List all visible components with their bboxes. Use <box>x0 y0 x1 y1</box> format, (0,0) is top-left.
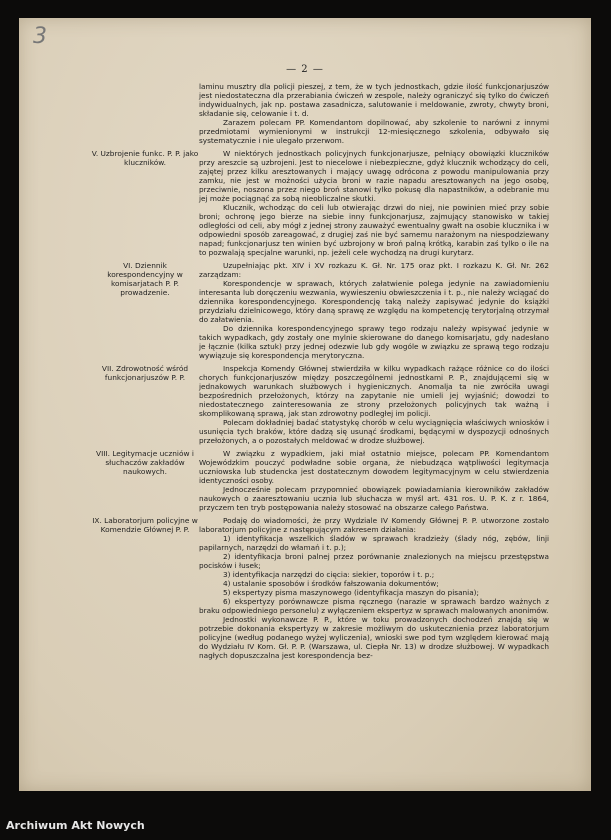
list-item: 5) ekspertyzy pisma maszynowego (identyfikacja maszyn do pisania); <box>223 588 479 597</box>
paragraph: Jednostki wykonawcze P. P., które w toku prowadzonych dochodzeń znajdą się w potrzebie dokonania ekspertyzy w zakresie możliwym do uskutecznienia przez laboratorjum policyjne (według podanego wyżej wyliczenia), wnioski swe pod tym względem kierować mają do Wydziału IV Kom. Gł. P. P. (Warszawa, ul. Ciepła Nr. 13) w drodze służbowej. W wypadkach nagłych dopuszczalna jest korespondencja bez- <box>199 615 549 660</box>
margin-heading: VII. Zdrowotność wśród funkcjonarjuszów P. P. <box>101 364 189 382</box>
paragraph: Inspekcja Komendy Głównej stwierdziła w kilku wypadkach rażące różnice co do ilości chorych funkcjonarjuszów między poszczególnemi jednostkami P. P., znajdującemi się w jednakowych warunkach służbowych i hygienicznych. Anomalja ta nie zwróciła uwagi bezpośrednich przełożonych, którzy na zapytanie nie umieli jej wyjaśnić; dowodzi to niedostatecznego zainteresowania ze strony przełożonych policyjnych tak ważną i skomplikowaną sprawą, jak stan zdrowotny podległej im policji. <box>199 364 549 418</box>
section-vi <box>19 261 591 360</box>
page-number: — 2 — <box>286 64 324 75</box>
list-item: 6) ekspertyzy porównawcze pisma ręcznego (narazie w sprawach bardzo ważnych z braku odpowiedniego personelu) z wyłączeniem ekspertyz w sprawach malowanych anonimów. <box>199 597 549 615</box>
section-intro <box>19 82 591 145</box>
paragraph: Polecam dokładniej badać statystykę chorób w celu wyciągnięcia właściwych wniosków i usunięcia tych braków, które dadzą się usunąć środkami, będącymi w dyspozycji odnośnych przełożonych, a o pozostałych meldować w drodze służbowej. <box>199 418 549 445</box>
section-body <box>199 261 549 360</box>
section-v <box>19 149 591 257</box>
section-body <box>199 516 549 660</box>
list-item: 2) identyfikacja broni palnej przez porównanie znalezionych na miejscu przestępstwa pocisków i łusek; <box>199 552 549 570</box>
section-vii <box>19 364 591 445</box>
paragraph: W związku z wypadkiem, jaki miał ostatnio miejsce, polecam PP. Komendantom Wojewódzkim pouczyć podwładne sobie organa, że niebudząca wątpliwości legitymacja uczniowska lub studencka jest dostatecznym dowodem legitymacyjnym w celu stwierdzenia identyczności osoby. <box>199 449 549 485</box>
list-item: 3) identyfikacja narzędzi do cięcia: siekier, toporów i t. p.; <box>223 570 435 579</box>
paragraph: Uzupełniając pkt. XIV i XV rozkazu K. Gł. Nr. 175 oraz pkt. I rozkazu K. Gł. Nr. 262 zarządzam: <box>199 261 549 279</box>
document-body <box>19 82 591 660</box>
paragraph: Klucznik, wchodząc do celi lub otwierając drzwi do niej, nie powinien mieć przy sobie broni; ochronę jego bierze na siebie inny funkcjonarjusz, zajmujący stanowisko w takiej odległości od celi, aby mógł z jednej strony zauważyć ewentualny gwałt na osobie klucznika i w odpowiedni sposób zareagować, z drugiej zaś nie być samemu narażonym na niespodziewany napad; funkcjonarjusz ten winien być uzbrojony w broń palną krótką, karabin zaś tylko o ile na to pozwalają specjalne warunki, np. jeżeli cele wychodzą na drugi kurytarz. <box>199 203 549 257</box>
section-body <box>199 364 549 445</box>
paragraph: Zarazem polecam PP. Komendantom dopilnować, aby szkolenie to narówni z innymi przedmiotami wymienionymi w instrukcji 12-miesięcznego szkolenia, odbywało się systematycznie i nie ulegało przerwom. <box>199 118 549 145</box>
paragraph: laminu musztry dla policji pieszej, z tem, że w tych jednostkach, gdzie ilość funkcjonarjuszów jest niedostateczna dla przerabiania ćwiczeń w zespole, należy ograniczyć się tylko do ćwiczeń indywidualnych, jak np. postawa zasadnicza, salutowanie i meldowanie, zwroty, chwyty broni, składanie się, celowanie i t. d. <box>199 82 549 118</box>
section-viii <box>19 449 591 512</box>
archive-watermark: Archiwum Akt Nowych <box>6 819 145 832</box>
margin-heading: VIII. Legitymacje uczniów i słuchaczów zakładów naukowych. <box>96 449 194 476</box>
list-item: 4) ustalanie sposobów i środków fałszowania dokumentów; <box>223 579 439 588</box>
section-body <box>199 149 549 257</box>
section-ix <box>19 516 591 660</box>
margin-heading: V. Uzbrojenie funkc. P. P. jako kluczników. <box>91 149 199 167</box>
paragraph: Korespondencje w sprawach, których załatwienie polega jedynie na zawiadomieniu interesanta lub doręczeniu wezwania, wywieszeniu obwieszczenia i t. p., nie należy wciągać do dziennika korespondencyjnego. Korespondencję taką należy zapisywać jedynie do książki przydziału dzielnicowego, który daną sprawę ze względu na kompetencję terytorjalną otrzymał do załatwienia. <box>199 279 549 324</box>
paragraph: W niektórych jednostkach policyjnych funkcjonarjusze, pełniący obowiązki kluczników przy areszcie są uzbrojeni. Jest to niecelowe i niebezpieczne, gdyż klucznik wchodzący do celi, zajętej przez kilku aresztowanych i mający uwagę odrócona z powodu manipulowania przy zamku, nie jest w możności użycia broni w razie napadu aresztowanych na jego osobę, przeciwnie, noszona przez niego broń stanowi tylko pokusę dla napastników, a odebranie mu jej może pociągnąć za sobą nieobliczalne skutki. <box>199 149 549 203</box>
pencil-page-mark: 3 <box>33 24 47 49</box>
paragraph: Do dziennika korespondencyjnego sprawy tego rodzaju należy wpisywać jedynie w takich wypadkach, gdy zostały one mylnie skierowane do danego komisarjatu, gdy nadesłano je łącznie (kilka sztuk) przy jednej odezwie lub gdy wogóle w związku ze sprawą tego rodzaju wywiązuje się korespondencja merytoryczna. <box>199 324 549 360</box>
section-body <box>199 449 549 512</box>
paragraph: Podaję do wiadomości, że przy Wydziale IV Komendy Głównej P. P. utworzone zostało laboratorjum policyjne z następującym zakresem działania: <box>199 516 549 534</box>
paragraph: Jednocześnie polecam przypomnieć obowiązek powiadamiania kierowników zakładów naukowych o zaaresztowaniu ucznia lub słuchacza w myśl art. 431 ros. U. P. K. z r. 1864, przyczem ten tryb postępowania należy stosować na obszarze całego Państwa. <box>199 485 549 512</box>
document-page <box>19 18 591 791</box>
margin-heading: VI. Dziennik korespondencyjny w komisarjatach P. P. prowadzenie. <box>107 261 183 297</box>
list-item: 1) identyfikacja wszelkich śladów w sprawach kradzieży (ślady nóg, zębów, linji papilarnych, narzędzi do włamań i t. p.); <box>199 534 549 552</box>
section-body <box>199 82 549 145</box>
margin-heading: IX. Laboratorjum policyjne w Komendzie Głównej P. P. <box>92 516 198 534</box>
